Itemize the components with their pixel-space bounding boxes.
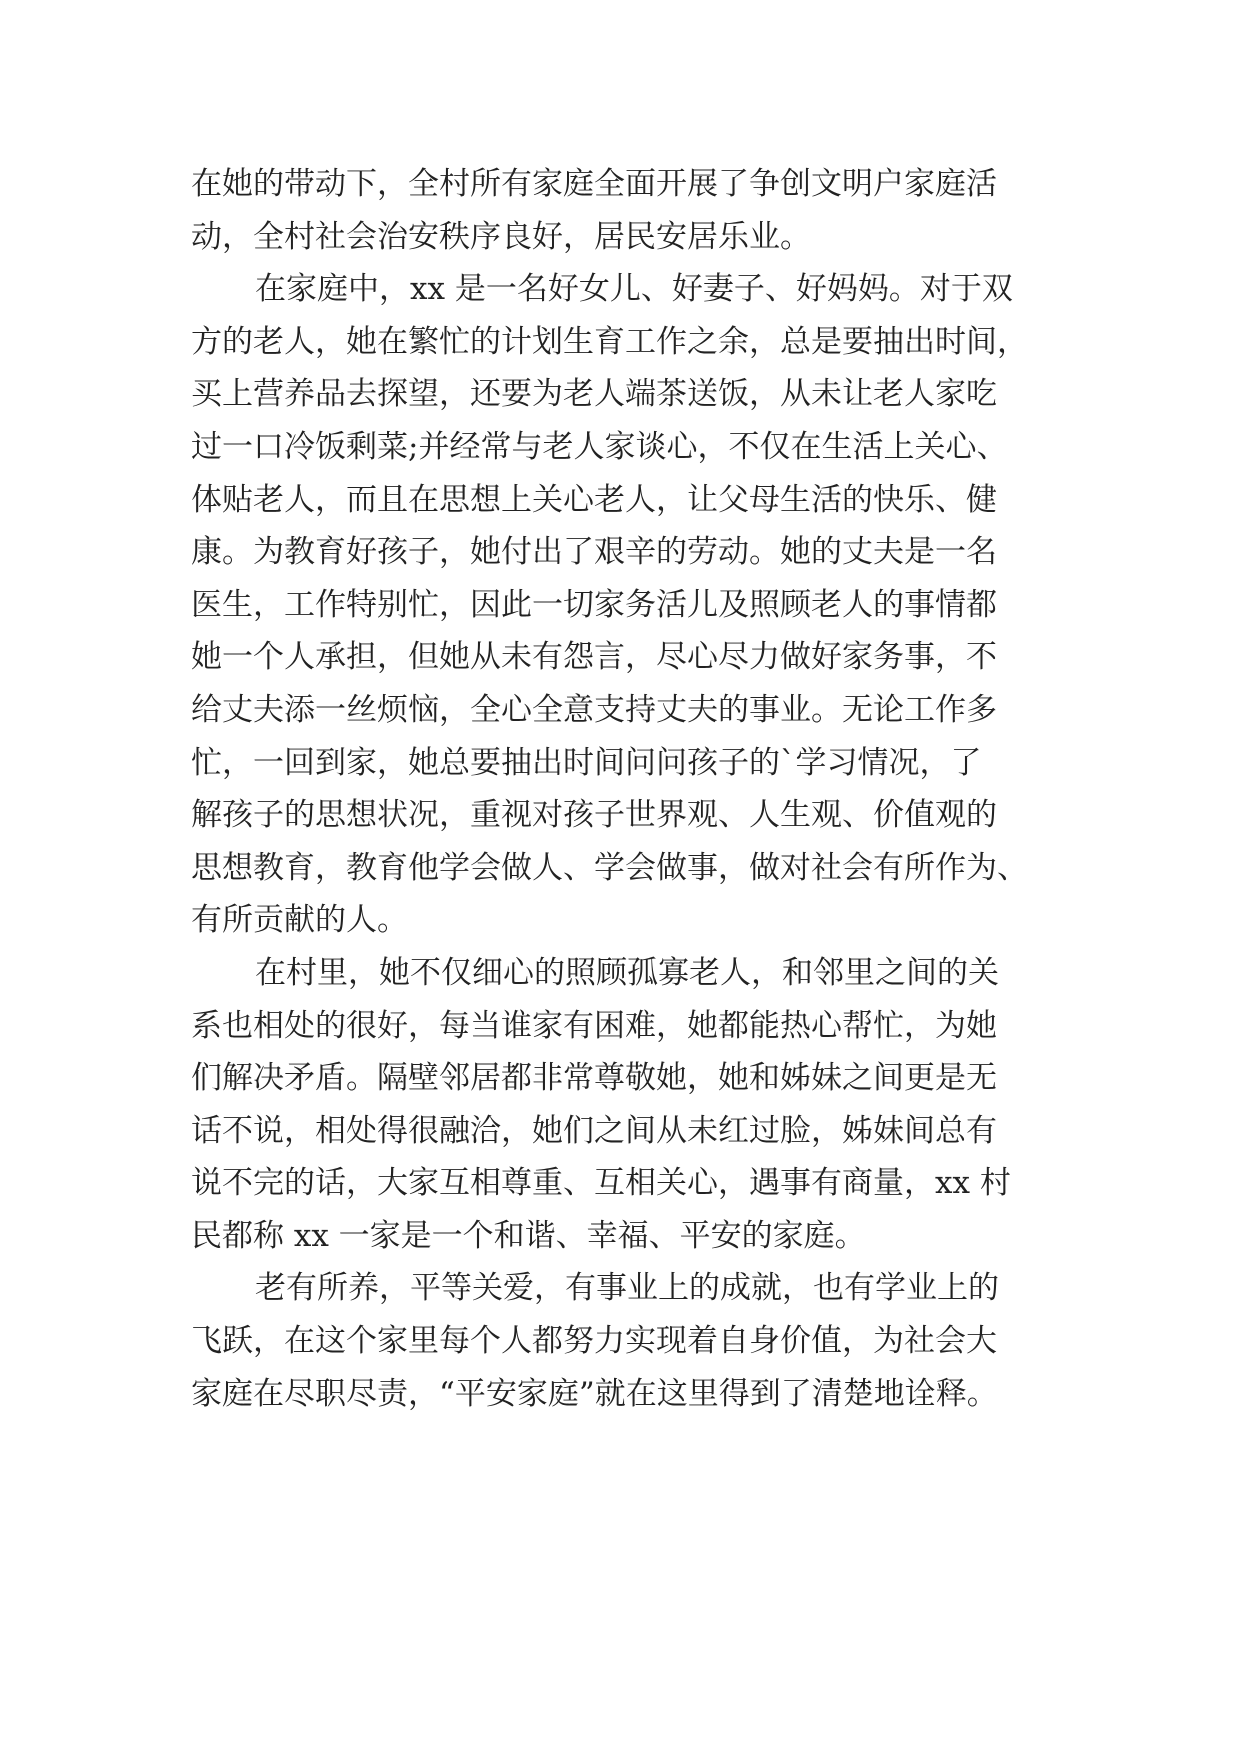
text-line: 买上营养品去探望，还要为老人端茶送饭，从未让老人家吃: [191, 376, 997, 413]
text-line: 康。为教育好孩子，她付出了艰辛的劳动。她的丈夫是一名: [191, 534, 997, 571]
text-line: 民都称 xx 一家是一个和谐、幸福、平安的家庭。: [191, 1217, 866, 1254]
text-line: 们解决矛盾。隔壁邻居都非常尊敬她，她和姊妹之间更是无: [191, 1060, 997, 1097]
paragraph-start-line: 在家庭中，xx 是一名好女儿、好妻子、好妈妈。对于双: [255, 271, 1013, 308]
text-line: 解孩子的思想状况，重视对孩子世界观、人生观、价值观的: [191, 797, 997, 834]
text-line: 在她的带动下，全村所有家庭全面开展了争创文明户家庭活: [191, 166, 997, 202]
text-line: 话不说，相处得很融洽，她们之间从未红过脸，姊妹间总有: [191, 1112, 997, 1149]
text-line: 飞跃，在这个家里每个人都努力实现着自身价值，为社会大: [191, 1323, 997, 1360]
text-line: 她一个人承担，但她从未有怨言，尽心尽力做好家务事，不: [191, 639, 997, 676]
text-line: 方的老人，她在繁忙的计划生育工作之余，总是要抽出时间，: [191, 323, 1028, 360]
text-line: 忙，一回到家，她总要抽出时间问问孩子的`学习情况，了: [191, 744, 982, 781]
body-text: [191, 158, 1071, 1420]
text-line: 有所贡献的人。: [191, 902, 408, 939]
text-line: 系也相处的很好，每当谁家有困难，她都能热心帮忙，为她: [191, 1007, 997, 1044]
text-line: 过一口冷饭剩菜;并经常与老人家谈心，不仅在生活上关心、: [191, 428, 1008, 465]
text-line: 体贴老人，而且在思想上关心老人，让父母生活的快乐、健: [191, 481, 997, 518]
text-line: 医生，工作特别忙，因此一切家务活儿及照顾老人的事情都: [191, 586, 997, 623]
text-line: 动，全村社会治安秩序良好，居民安居乐业。: [191, 218, 811, 255]
text-line: 给丈夫添一丝烦恼，全心全意支持丈夫的事业。无论工作多: [191, 691, 997, 728]
text-line: 家庭在尽职尽责，“平安家庭”就在这里得到了清楚地诠释。: [191, 1375, 998, 1412]
text-line: 说不完的话，大家互相尊重、互相关心，遇事有商量，xx 村: [191, 1165, 1011, 1202]
paragraph-start-line: 在村里，她不仅细心的照顾孤寡老人，和邻里之间的关: [255, 954, 999, 991]
paragraph-start-line: 老有所养，平等关爱，有事业上的成就，也有学业上的: [255, 1270, 999, 1307]
text-line: 思想教育，教育他学会做人、学会做事，做对社会有所作为、: [191, 849, 1028, 886]
